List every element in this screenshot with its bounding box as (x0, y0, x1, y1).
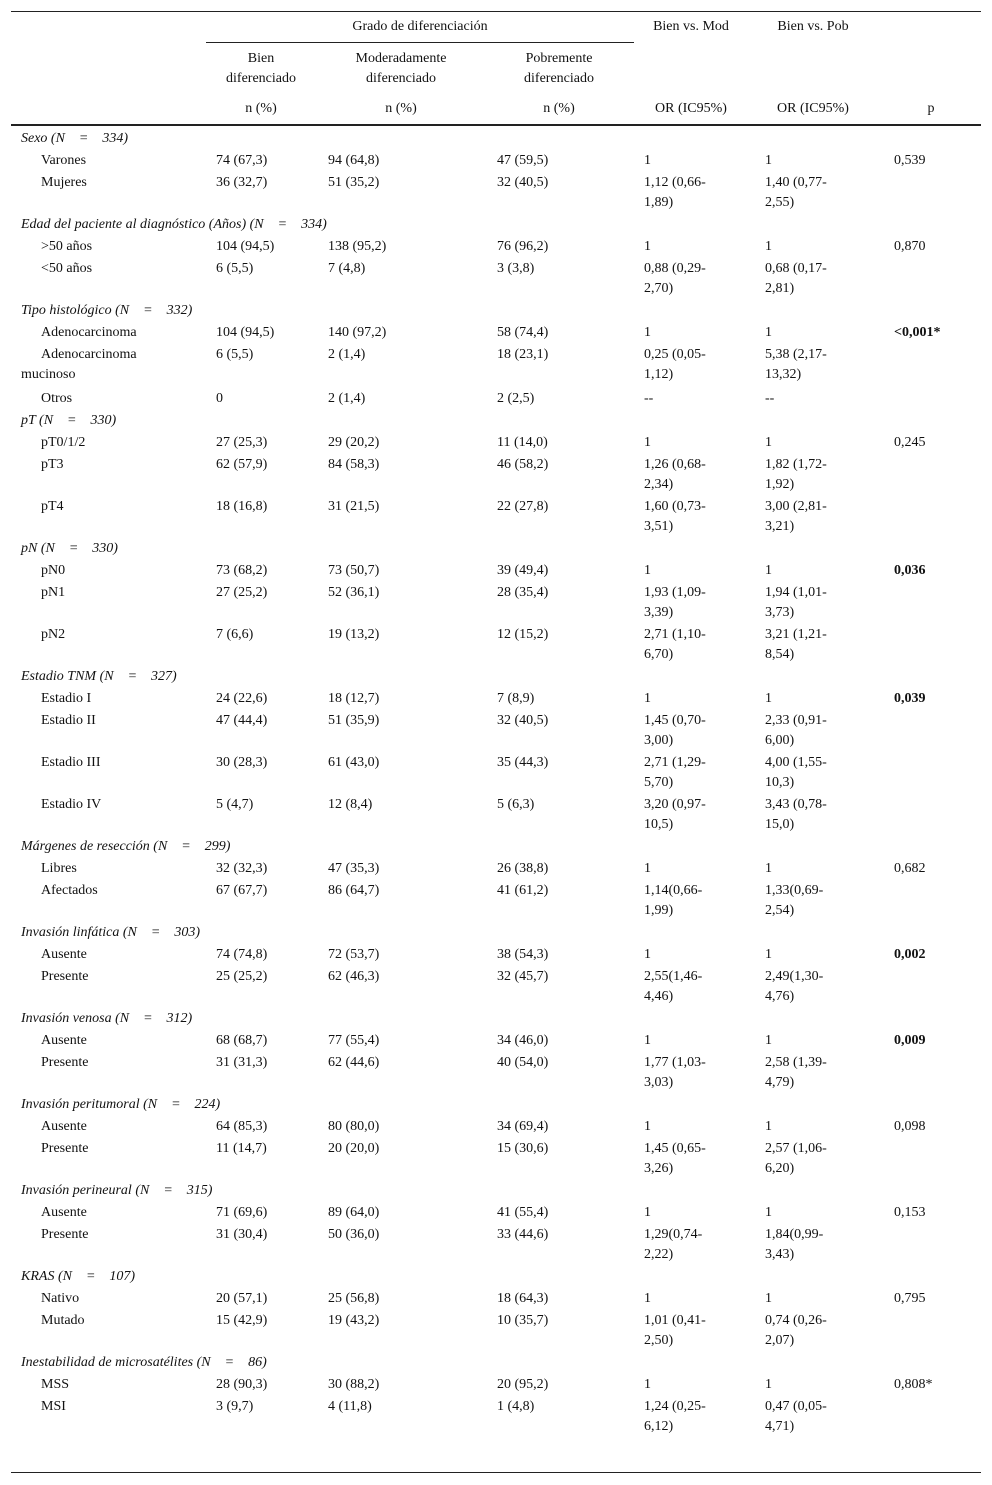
cell-moderado: 18 (12,7) (328, 691, 380, 706)
table-top-rule (11, 11, 981, 12)
table-row (11, 1029, 981, 1051)
cell-or-bien-vs-mod: 1,01 (0,41-2,50) (644, 1313, 706, 1348)
cell-bien: 28 (90,3) (216, 1377, 268, 1392)
cell-or-bien-vs-mod: 2,71 (1,29-5,70) (644, 755, 706, 790)
cell-pobre: 12 (15,2) (497, 627, 549, 642)
category-row (11, 537, 981, 559)
cell-or-bien-vs-mod: 1 (644, 861, 651, 876)
row-label: MSI (41, 1399, 66, 1414)
cell-p-value: 0,036 (894, 563, 926, 578)
cell-or-bien-vs-pob: 0,68 (0,17-2,81) (765, 261, 827, 296)
cell-moderado: 77 (55,4) (328, 1033, 380, 1048)
cell-bien: 74 (74,8) (216, 947, 268, 962)
cell-moderado: 29 (20,2) (328, 435, 380, 450)
cell-or-bien-vs-mod: 1 (644, 691, 651, 706)
row-label: Ausente (41, 1119, 87, 1134)
cell-or-bien-vs-pob: 1 (765, 239, 772, 254)
row-label: Ausente (41, 1205, 87, 1220)
cell-pobre: 10 (35,7) (497, 1313, 549, 1328)
cell-pobre: 39 (49,4) (497, 563, 549, 578)
category-label: pN (N = 330) (21, 541, 118, 556)
row-label: pT0/1/2 (41, 435, 86, 450)
cell-p-value: 0,870 (894, 239, 926, 254)
category-label: Estadio TNM (N = 327) (21, 669, 177, 684)
cell-or-bien-vs-pob: 2,57 (1,06-6,20) (765, 1141, 827, 1176)
cell-or-bien-vs-mod: 1 (644, 1205, 651, 1220)
row-label: Estadio I (41, 691, 92, 706)
table-row (11, 257, 981, 299)
table-row (11, 581, 981, 623)
row-label: Ausente (41, 947, 87, 962)
cell-bien: 32 (32,3) (216, 861, 268, 876)
category-label: Edad del paciente al diagnóstico (Años) (N = 334) (21, 217, 327, 232)
cell-bien: 71 (69,6) (216, 1205, 268, 1220)
cell-bien: 5 (4,7) (216, 797, 254, 812)
row-label: pT4 (41, 499, 64, 514)
cell-or-bien-vs-pob: 5,38 (2,17-13,32) (765, 347, 827, 382)
cell-or-bien-vs-mod: 0,25 (0,05-1,12) (644, 347, 706, 382)
cell-bien: 24 (22,6) (216, 691, 268, 706)
table-row (11, 879, 981, 921)
category-row (11, 1265, 981, 1287)
table-row (11, 857, 981, 879)
row-label: pN1 (41, 585, 66, 600)
cell-pobre: 15 (30,6) (497, 1141, 549, 1156)
cell-or-bien-vs-mod: 1,77 (1,03-3,03) (644, 1055, 706, 1090)
cell-or-bien-vs-pob: 1 (765, 861, 772, 876)
cell-pobre: 41 (61,2) (497, 883, 549, 898)
cell-moderado: 12 (8,4) (328, 797, 373, 812)
cell-p-value: 0,808* (894, 1377, 933, 1392)
table-row (11, 1051, 981, 1093)
header-pob-line2: diferenciado (524, 71, 594, 86)
table-row (11, 321, 981, 343)
header-group-label: Grado de diferenciación (352, 19, 488, 34)
cell-moderado: 2 (1,4) (328, 391, 366, 406)
cell-or-bien-vs-pob: 1 (765, 1291, 772, 1306)
cell-pobre: 26 (38,8) (497, 861, 549, 876)
cell-moderado: 138 (95,2) (328, 239, 387, 254)
table-row (11, 965, 981, 1007)
row-label: <50 años (41, 261, 93, 276)
table-row (11, 1223, 981, 1265)
header-bottom-rule (11, 124, 981, 126)
cell-or-bien-vs-pob: 3,43 (0,78-15,0) (765, 797, 827, 832)
header-mod-line2: diferenciado (366, 71, 436, 86)
table-row (11, 793, 981, 835)
table-row (11, 387, 981, 409)
cell-or-bien-vs-pob: 1 (765, 325, 772, 340)
row-label: >50 años (41, 239, 93, 254)
header-mod-line1: Moderadamente (355, 51, 447, 66)
header-bien-vs-mod: Bien vs. Mod (653, 19, 729, 34)
cell-or-bien-vs-mod: 1 (644, 325, 651, 340)
table-row (11, 623, 981, 665)
cell-pobre: 41 (55,4) (497, 1205, 549, 1220)
cell-or-bien-vs-pob: 2,58 (1,39-4,79) (765, 1055, 827, 1090)
cell-or-bien-vs-pob: 2,33 (0,91-6,00) (765, 713, 827, 748)
cell-or-bien-vs-pob: 1 (765, 435, 772, 450)
cell-bien: 74 (67,3) (216, 153, 268, 168)
cell-p-value: 0,039 (894, 691, 926, 706)
cell-or-bien-vs-mod: 1 (644, 239, 651, 254)
category-label: Invasión perineural (N = 315) (21, 1183, 213, 1198)
row-label: Adenocarcinoma (41, 325, 137, 340)
cell-p-value: 0,153 (894, 1205, 926, 1220)
category-label: KRAS (N = 107) (21, 1269, 136, 1284)
cell-bien: 47 (44,4) (216, 713, 268, 728)
cell-pobre: 46 (58,2) (497, 457, 549, 472)
cell-or-bien-vs-mod: 1,60 (0,73-3,51) (644, 499, 706, 534)
table-row (11, 943, 981, 965)
cell-moderado: 4 (11,8) (328, 1399, 372, 1414)
cell-moderado: 30 (88,2) (328, 1377, 380, 1392)
cell-or-bien-vs-pob: 1 (765, 563, 772, 578)
cell-or-bien-vs-pob: 1 (765, 691, 772, 706)
cell-bien: 31 (31,3) (216, 1055, 268, 1070)
cell-or-bien-vs-pob: 1,84(0,99-3,43) (765, 1227, 824, 1262)
cell-moderado: 2 (1,4) (328, 347, 366, 362)
cell-or-bien-vs-mod: 1 (644, 1291, 651, 1306)
cell-moderado: 84 (58,3) (328, 457, 380, 472)
cell-pobre: 32 (40,5) (497, 713, 549, 728)
row-label: Presente (41, 969, 89, 984)
row-label: Varones (41, 153, 87, 168)
header-or-pob: OR (IC95%) (777, 101, 849, 116)
cell-pobre: 18 (64,3) (497, 1291, 549, 1306)
cell-bien: 27 (25,3) (216, 435, 268, 450)
cell-or-bien-vs-mod: 1 (644, 947, 651, 962)
category-label: Invasión linfática (N = 303) (21, 925, 200, 940)
category-row (11, 835, 981, 857)
category-row (11, 1179, 981, 1201)
cell-bien: 62 (57,9) (216, 457, 268, 472)
row-label: Otros (41, 391, 73, 406)
row-label: Estadio IV (41, 797, 102, 812)
cell-p-value: 0,002 (894, 947, 926, 962)
cell-pobre: 3 (3,8) (497, 261, 535, 276)
cell-moderado: 72 (53,7) (328, 947, 380, 962)
cell-p-value: 0,682 (894, 861, 926, 876)
row-label: Presente (41, 1227, 89, 1242)
category-label: pT (N = 330) (21, 413, 117, 428)
table-row (11, 453, 981, 495)
row-label: Estadio III (41, 755, 101, 770)
cell-or-bien-vs-pob: 1 (765, 947, 772, 962)
cell-or-bien-vs-mod: 1,45 (0,70-3,00) (644, 713, 706, 748)
cell-pobre: 11 (14,0) (497, 435, 548, 450)
cell-or-bien-vs-pob: 1 (765, 153, 772, 168)
cell-moderado: 31 (21,5) (328, 499, 380, 514)
cell-moderado: 73 (50,7) (328, 563, 380, 578)
cell-bien: 64 (85,3) (216, 1119, 268, 1134)
table-row (11, 687, 981, 709)
cell-bien: 104 (94,5) (216, 239, 275, 254)
row-label: Libres (41, 861, 77, 876)
cell-pobre: 2 (2,5) (497, 391, 535, 406)
cell-moderado: 7 (4,8) (328, 261, 366, 276)
cell-pobre: 47 (59,5) (497, 153, 549, 168)
cell-p-value: 0,539 (894, 153, 926, 168)
cell-pobre: 5 (6,3) (497, 797, 535, 812)
cell-or-bien-vs-mod: 0,88 (0,29-2,70) (644, 261, 706, 296)
header-pob-line1: Pobremente (525, 51, 593, 66)
cell-pobre: 34 (69,4) (497, 1119, 549, 1134)
cell-or-bien-vs-mod: 2,55(1,46-4,46) (644, 969, 703, 1004)
cell-moderado: 89 (64,0) (328, 1205, 380, 1220)
row-label: Afectados (41, 883, 98, 898)
cell-moderado: 52 (36,1) (328, 585, 380, 600)
cell-moderado: 25 (56,8) (328, 1291, 380, 1306)
cell-bien: 36 (32,7) (216, 175, 268, 190)
cell-bien: 68 (68,7) (216, 1033, 268, 1048)
cell-moderado: 19 (13,2) (328, 627, 380, 642)
cell-bien: 67 (67,7) (216, 883, 268, 898)
cell-or-bien-vs-pob: -- (765, 391, 775, 406)
category-row (11, 127, 981, 149)
cell-pobre: 58 (74,4) (497, 325, 549, 340)
cell-moderado: 19 (43,2) (328, 1313, 380, 1328)
cell-pobre: 32 (45,7) (497, 969, 549, 984)
cell-or-bien-vs-pob: 1 (765, 1033, 772, 1048)
cell-moderado: 80 (80,0) (328, 1119, 380, 1134)
cell-bien: 30 (28,3) (216, 755, 268, 770)
cell-or-bien-vs-mod: 1 (644, 435, 651, 450)
row-label: MSS (41, 1377, 70, 1392)
cell-or-bien-vs-mod: 1,12 (0,66-1,89) (644, 175, 706, 210)
header-bien-line2: diferenciado (226, 71, 296, 86)
cell-moderado: 51 (35,9) (328, 713, 380, 728)
category-label: Márgenes de resección (N = 299) (21, 839, 231, 854)
cell-or-bien-vs-pob: 1 (765, 1205, 772, 1220)
cell-pobre: 28 (35,4) (497, 585, 549, 600)
cell-or-bien-vs-mod: 1,45 (0,65-3,26) (644, 1141, 706, 1176)
cell-bien: 11 (14,7) (216, 1141, 267, 1156)
cell-or-bien-vs-pob: 3,21 (1,21-8,54) (765, 627, 827, 662)
cell-or-bien-vs-pob: 1 (765, 1119, 772, 1134)
header-group-rule (206, 42, 634, 43)
cell-moderado: 140 (97,2) (328, 325, 387, 340)
table-row (11, 343, 981, 387)
row-label: pN2 (41, 627, 66, 642)
cell-bien: 6 (5,5) (216, 347, 254, 362)
cell-or-bien-vs-mod: 3,20 (0,97-10,5) (644, 797, 706, 832)
cell-or-bien-vs-mod: 1,93 (1,09-3,39) (644, 585, 706, 620)
cell-moderado: 20 (20,0) (328, 1141, 380, 1156)
cell-moderado: 50 (36,0) (328, 1227, 380, 1242)
table-row (11, 235, 981, 257)
cell-or-bien-vs-pob: 0,74 (0,26-2,07) (765, 1313, 827, 1348)
cell-or-bien-vs-mod: 1 (644, 153, 651, 168)
cell-or-bien-vs-mod: 1 (644, 563, 651, 578)
cell-p-value: 0,795 (894, 1291, 926, 1306)
header-bien-vs-pob: Bien vs. Pob (777, 19, 849, 34)
table-row (11, 1137, 981, 1179)
cell-or-bien-vs-mod: 1 (644, 1377, 651, 1392)
header-n-pct-mod: n (%) (385, 101, 417, 116)
category-row (11, 299, 981, 321)
category-label: Invasión venosa (N = 312) (21, 1011, 193, 1026)
table-row (11, 1201, 981, 1223)
cell-or-bien-vs-pob: 1,40 (0,77-2,55) (765, 175, 827, 210)
category-label: Inestabilidad de microsatélites (N = 86) (21, 1355, 267, 1370)
cell-p-value: 0,245 (894, 435, 926, 450)
cell-bien: 3 (9,7) (216, 1399, 254, 1414)
cell-or-bien-vs-pob: 2,49(1,30-4,76) (765, 969, 824, 1004)
cell-bien: 0 (216, 391, 223, 406)
table-row (11, 559, 981, 581)
cell-or-bien-vs-mod: 2,71 (1,10-6,70) (644, 627, 706, 662)
row-label: Presente (41, 1141, 89, 1156)
cell-bien: 31 (30,4) (216, 1227, 268, 1242)
cell-or-bien-vs-mod: -- (644, 391, 654, 406)
table-row (11, 1287, 981, 1309)
cell-or-bien-vs-mod: 1 (644, 1119, 651, 1134)
category-label: Invasión peritumoral (N = 224) (21, 1097, 221, 1112)
header-n-pct-bien: n (%) (245, 101, 277, 116)
row-label: pN0 (41, 563, 66, 578)
cell-or-bien-vs-mod: 1,14(0,66-1,99) (644, 883, 703, 918)
table-row (11, 709, 981, 751)
cell-bien: 27 (25,2) (216, 585, 268, 600)
row-label: Nativo (41, 1291, 80, 1306)
cell-p-value: 0,009 (894, 1033, 926, 1048)
category-row (11, 1093, 981, 1115)
table-row (11, 495, 981, 537)
cell-bien: 15 (42,9) (216, 1313, 268, 1328)
cell-or-bien-vs-mod: 1,26 (0,68-2,34) (644, 457, 706, 492)
cell-or-bien-vs-pob: 4,00 (1,55-10,3) (765, 755, 827, 790)
category-row (11, 665, 981, 687)
cell-moderado: 47 (35,3) (328, 861, 380, 876)
category-row (11, 1351, 981, 1373)
table-row (11, 751, 981, 793)
cell-or-bien-vs-pob: 1,82 (1,72-1,92) (765, 457, 827, 492)
cell-moderado: 62 (46,3) (328, 969, 380, 984)
cell-bien: 6 (5,5) (216, 261, 254, 276)
header-or-mod: OR (IC95%) (655, 101, 727, 116)
cell-bien: 20 (57,1) (216, 1291, 268, 1306)
cell-bien: 73 (68,2) (216, 563, 268, 578)
category-row (11, 1007, 981, 1029)
cell-bien: 25 (25,2) (216, 969, 268, 984)
cell-pobre: 7 (8,9) (497, 691, 535, 706)
cell-moderado: 94 (64,8) (328, 153, 380, 168)
category-label: Tipo histológico (N = 332) (21, 303, 193, 318)
cell-moderado: 86 (64,7) (328, 883, 380, 898)
cell-moderado: 51 (35,2) (328, 175, 380, 190)
table-row (11, 1115, 981, 1137)
cell-or-bien-vs-pob: 1,94 (1,01-3,73) (765, 585, 827, 620)
cell-pobre: 34 (46,0) (497, 1033, 549, 1048)
cell-moderado: 62 (44,6) (328, 1055, 380, 1070)
category-row (11, 213, 981, 235)
table-row (11, 149, 981, 171)
table-row (11, 171, 981, 213)
cell-pobre: 35 (44,3) (497, 755, 549, 770)
table-row (11, 1395, 981, 1439)
cell-or-bien-vs-pob: 1 (765, 1377, 772, 1392)
cell-moderado: 61 (43,0) (328, 755, 380, 770)
table-row (11, 1373, 981, 1395)
cell-or-bien-vs-pob: 3,00 (2,81-3,21) (765, 499, 827, 534)
row-label: Ausente (41, 1033, 87, 1048)
cell-pobre: 1 (4,8) (497, 1399, 535, 1414)
cell-pobre: 76 (96,2) (497, 239, 549, 254)
row-label: Presente (41, 1055, 89, 1070)
table-body (11, 127, 981, 1439)
cell-or-bien-vs-mod: 1,29(0,74-2,22) (644, 1227, 703, 1262)
cell-bien: 7 (6,6) (216, 627, 254, 642)
cell-p-value: 0,098 (894, 1119, 926, 1134)
cell-pobre: 22 (27,8) (497, 499, 549, 514)
category-row (11, 921, 981, 943)
cell-or-bien-vs-pob: 0,47 (0,05-4,71) (765, 1399, 827, 1434)
cell-pobre: 33 (44,6) (497, 1227, 549, 1242)
row-label: Mutado (41, 1313, 85, 1328)
table-bottom-rule (11, 1472, 981, 1473)
cell-or-bien-vs-mod: 1 (644, 1033, 651, 1048)
row-label: pT3 (41, 457, 64, 472)
table-row (11, 1309, 981, 1351)
cell-p-value: <0,001* (894, 325, 941, 340)
category-label: Sexo (N = 334) (21, 131, 129, 146)
row-label: Mujeres (41, 175, 87, 190)
row-label: Estadio II (41, 713, 96, 728)
table-row (11, 431, 981, 453)
cell-bien: 104 (94,5) (216, 325, 275, 340)
cell-pobre: 40 (54,0) (497, 1055, 549, 1070)
header-bien-line1: Bien (247, 51, 275, 66)
header-p: p (927, 101, 935, 116)
cell-or-bien-vs-pob: 1,33(0,69-2,54) (765, 883, 824, 918)
cell-or-bien-vs-mod: 1,24 (0,25-6,12) (644, 1399, 706, 1434)
category-row (11, 409, 981, 431)
cell-pobre: 32 (40,5) (497, 175, 549, 190)
cell-pobre: 38 (54,3) (497, 947, 549, 962)
header-n-pct-pob: n (%) (543, 101, 575, 116)
cell-bien: 18 (16,8) (216, 499, 268, 514)
cell-pobre: 18 (23,1) (497, 347, 549, 362)
row-label: Adenocarcinoma mucinoso (21, 347, 137, 382)
cell-pobre: 20 (95,2) (497, 1377, 549, 1392)
